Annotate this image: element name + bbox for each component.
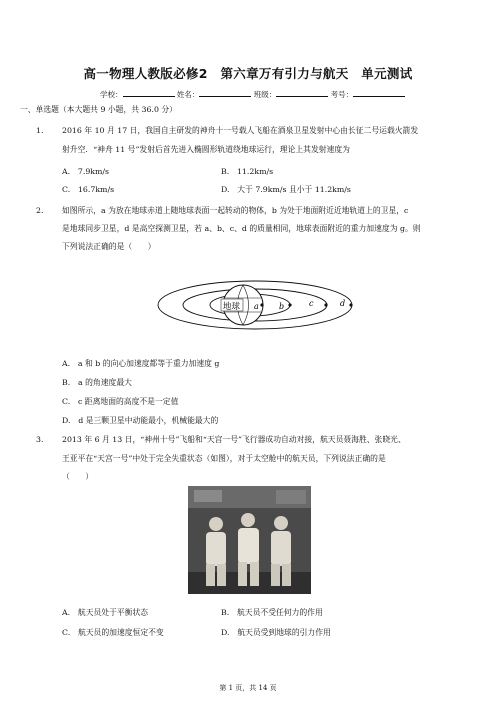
q1-number: 1.	[36, 126, 44, 135]
label-c: c	[309, 299, 314, 308]
q2-stem-line1: 如图所示，a 为放在地球赤道上随地球表面一起转动的物体，b 为处于地面附近近地轨道上的卫星，c	[62, 206, 409, 215]
q3-stem-line1: 2013 年 6 月 13 日，“神州十号”飞船和“天宫一号”飞行器成功自动对接，航天员聂海胜、张晓光、	[62, 435, 406, 444]
q2-number: 2.	[36, 206, 44, 215]
class-label: 班级：	[253, 90, 277, 99]
name-blank	[199, 88, 251, 97]
astronauts-photo-art	[188, 486, 311, 594]
point-d	[349, 303, 352, 306]
q2-option-d: D. d 是三颗卫星中动能最小，机械能最大的	[62, 416, 219, 425]
astronauts-photo	[188, 486, 311, 594]
q3-stem-line3: （ ）	[62, 472, 94, 481]
label-b: b	[279, 302, 285, 311]
q2-option-a: A. a 和 b 的向心加速度都等于重力加速度 g	[62, 359, 220, 368]
q3-option-c: C. 航天员的加速度恒定不变	[62, 628, 164, 637]
school-label: 学校：	[100, 90, 123, 99]
name-label: 姓名：	[176, 90, 200, 99]
q1-stem-line2: 射升空．“神舟 11 号”发射后首先进入椭圆形轨道绕地球运行，理论上其发射速度为	[62, 145, 350, 154]
point-c	[324, 303, 327, 306]
q1-option-b: B. 11.2km/s	[221, 167, 274, 176]
point-a	[260, 303, 263, 306]
q2-option-b: B. a 的角速度最大	[62, 378, 132, 387]
q3-option-d: D. 航天员受到地球的引力作用	[221, 628, 331, 637]
q1-stem-line1: 2016 年 10 月 17 日，我国自主研发的神舟十一号载人飞船在酒泉卫星发射中心由长征二号运载火箭发	[62, 126, 419, 135]
q2-option-c: C. c 距离地面的高度不是一定值	[62, 397, 179, 406]
q3-option-b: B. 航天员不受任何力的作用	[221, 608, 323, 617]
q3-stem-line2: 王亚平在“天宫一号”中处于完全失重状态（如图），对于太空舱中的航天员，下列说法正确的是	[62, 454, 386, 463]
page-title: 高一物理人教版必修2 第六章万有引力与航天 单元测试	[83, 66, 413, 81]
q1-option-d: D. 大于 7.9km/s 且小于 11.2km/s	[221, 185, 351, 194]
class-blank	[276, 88, 328, 97]
q2-stem-line2: 是地球同步卫星，d 是高空探测卫星，若 a、b、c、d 的质量相同，地球表面附近的重力加速度为 g。则	[62, 224, 421, 233]
page-footer: 第 1 页，共 14 页	[219, 684, 277, 692]
point-b	[288, 303, 291, 306]
q3-number: 3.	[36, 435, 44, 444]
exam-no-blank	[353, 88, 405, 97]
q3-option-a: A. 航天员处于平衡状态	[62, 608, 149, 617]
student-info-line	[100, 88, 405, 100]
q2-stem-line3: 下列说法正确的是（ ）	[62, 242, 156, 251]
orbit-diagram	[150, 278, 360, 338]
label-d: d	[340, 299, 346, 308]
q1-option-a: A. 7.9km/s	[62, 167, 110, 176]
school-blank	[123, 88, 175, 97]
earth-label: 地球	[223, 302, 241, 312]
q1-option-c: C. 16.7km/s	[62, 185, 115, 194]
exam-no-label: 考号：	[330, 90, 354, 99]
label-a: a	[254, 302, 259, 311]
section-heading: 一、单选题（本大题共 9 小题，共 36.0 分）	[20, 105, 177, 114]
